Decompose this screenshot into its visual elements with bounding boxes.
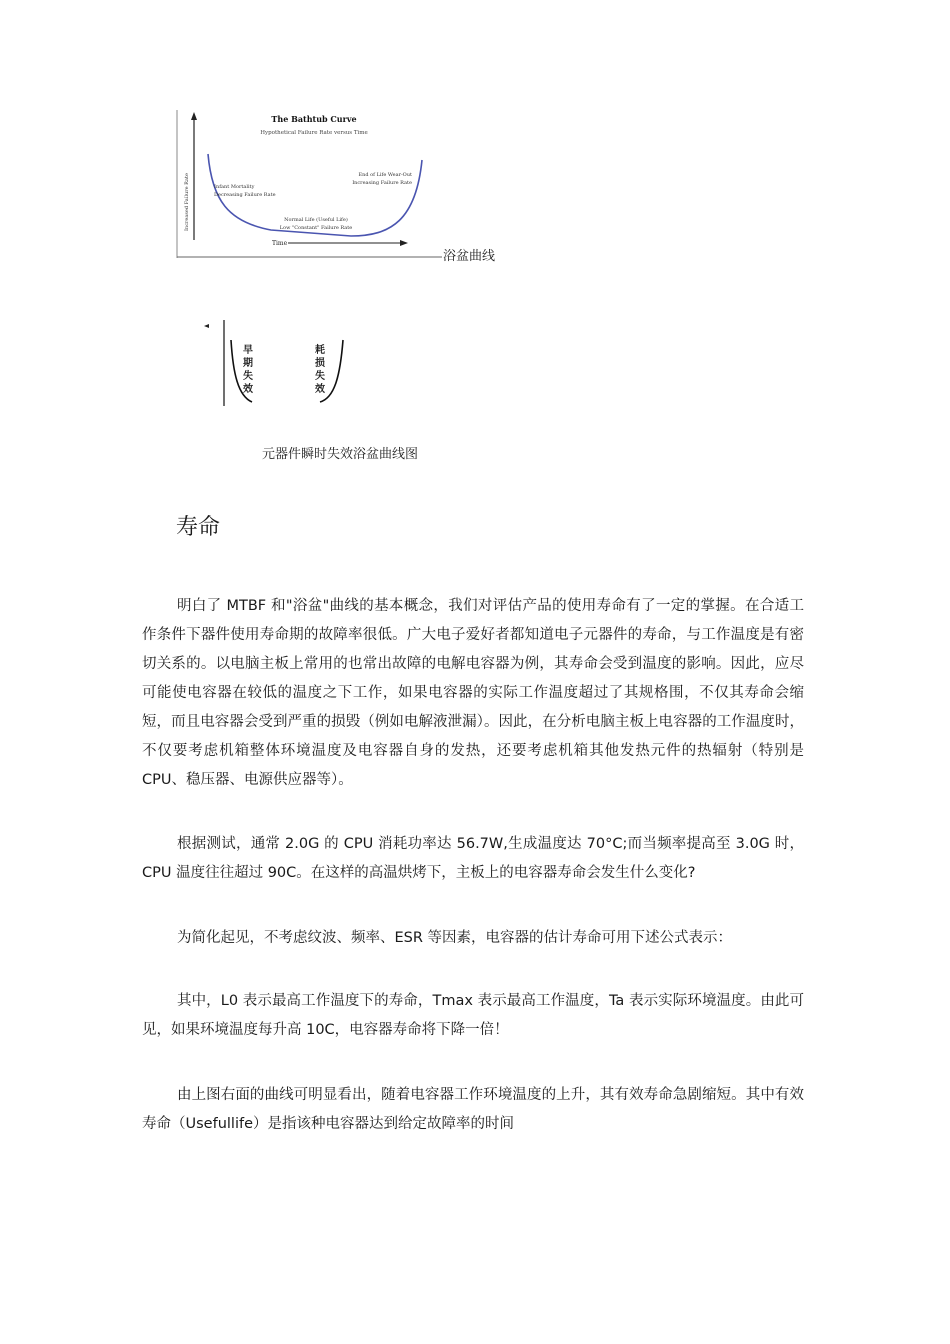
- early-failure-char: 失: [243, 371, 253, 382]
- bathtub-curve-figure: [176, 110, 442, 258]
- paragraph: 由上图右面的曲线可明显看出，随着电容器工作环境温度的上升，其有效寿命急剧缩短。其中有效寿命（Usefullife）是指该种电容器达到给定故障率的时间: [142, 1087, 804, 1132]
- wear-out-label: End of Life Wear-Out: [358, 172, 412, 178]
- early-failure-label: [243, 344, 253, 395]
- paragraph: 为简化起见，不考虑纹波、频率、ESR 等因素，电容器的估计寿命可用下述公式表示：: [177, 930, 733, 946]
- wear-out-failure-char: 损: [315, 358, 325, 369]
- wear-out-failure-char: 失: [315, 371, 325, 382]
- y-axis-label: Increased Failure Rate: [184, 173, 190, 231]
- paragraph: 根据测试，通常 2.0G 的 CPU 消耗功率达 56.7W,生成温度达 70°C;而当频率提高至 3.0G 时，CPU 温度往往超过 90C。在这样的高温烘烤下，主板上的电容器寿命会发生什么变化?: [142, 836, 804, 881]
- early-failure-char: 效: [243, 384, 253, 395]
- early-failure-char: 期: [243, 358, 253, 369]
- wear-out-failure-label: [315, 343, 325, 395]
- component-failure-curve-figure: [200, 318, 360, 408]
- normal-life-label: Normal Life (Useful Life): [284, 217, 348, 223]
- infant-mortality-label: Infant Mortality: [214, 184, 255, 190]
- x-axis-label: Time: [272, 240, 288, 247]
- figure1-subtitle: Hypothetical Failure Rate versus Time: [260, 130, 368, 136]
- y-axis-arrow-icon: [191, 112, 197, 120]
- increasing-failure-label: Increasing Failure Rate: [352, 180, 412, 186]
- figure1-title: The Bathtub Curve: [271, 114, 357, 124]
- section-heading: 寿命: [176, 515, 221, 540]
- decreasing-failure-label: Decreasing Failure Rate: [214, 192, 276, 198]
- x-axis-arrow-icon: [400, 240, 408, 246]
- early-failure-char: 早: [243, 345, 253, 356]
- figure2-arrow-icon: [204, 324, 209, 328]
- constant-failure-label: Low "Constant" Failure Rate: [279, 225, 353, 231]
- figure2-caption: 元器件瞬时失效浴盆曲线图: [262, 447, 419, 462]
- paragraph: 明白了 MTBF 和"浴盆"曲线的基本概念，我们对评估产品的使用寿命有了一定的掌握。在合适工作条件下器件使用寿命期的故障率很低。广大电子爱好者都知道电子元器件的寿命，与工作温度是有密切关系的。以电脑主板上常用的也常出故障的电解电容器为例，其寿命会受到温度的影响。因此，应尽可能使电容器在较低的温度之下工作，如果电容器的实际工作温度超过了其规格围，不仅其寿命会缩短，而且电容器会受到严重的损毁（例如电解液泄漏）。因此，在分析电脑主板上电容器的工作温度时，不仅要考虑机箱整体环境温度及电容器自身的发热，还要考虑机箱其他发热元件的热辐射（特别是 CPU、稳压器、电源供应器等）。: [142, 598, 804, 788]
- wear-out-failure-char: 效: [315, 384, 325, 395]
- wear-out-failure-char: 耗: [315, 345, 325, 356]
- paragraph: 其中，L0 表示最高工作温度下的寿命，Tmax 表示最高工作温度，Ta 表示实际环境温度。由此可见，如果环境温度每升高 10C，电容器寿命将下降一倍！: [142, 993, 804, 1038]
- figure1-caption: 浴盆曲线: [443, 249, 496, 264]
